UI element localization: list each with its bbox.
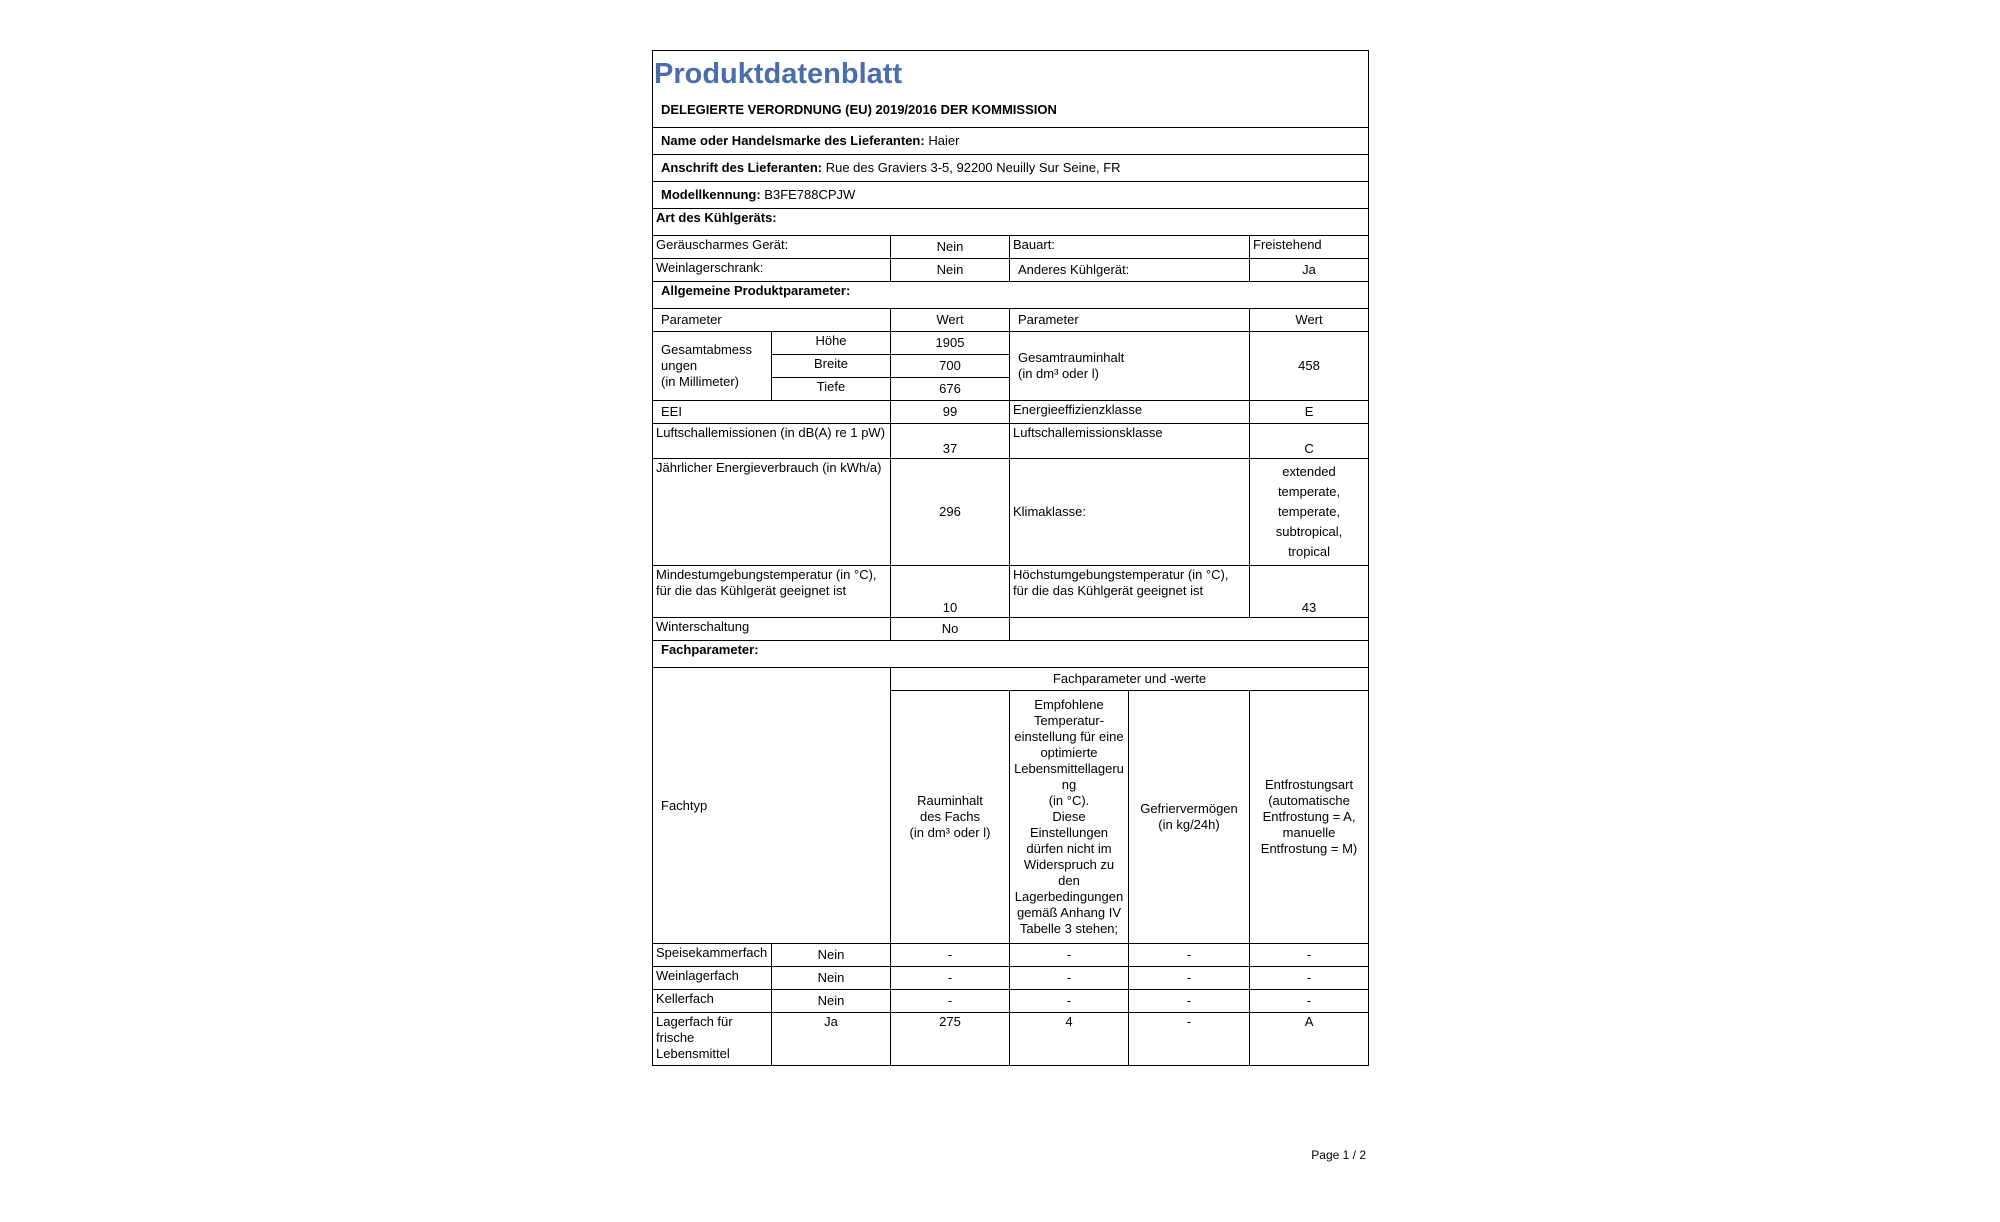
data-sheet-table [652,50,1369,1066]
energy-class-label: Energieeffizienzklasse [1010,401,1250,424]
compartment-defrost: - [1250,967,1369,990]
col-value-header: Wert [891,309,1010,332]
col-parameter-header: Parameter [653,309,891,332]
compartment-name: Kellerfach [653,990,772,1013]
table-row [653,967,1369,990]
appliance-type-heading: Art des Kühlgeräts: [653,209,1369,236]
width-value: 700 [891,355,1010,378]
address-value: Rue des Graviers 3-5, 92200 Neuilly Sur Seine, FR [825,160,1121,175]
height-label: Höhe [772,332,891,355]
supplier-value: Haier [928,133,960,148]
compartment-freeze: - [1129,967,1250,990]
compartment-params-heading: Fachparameter: [653,641,1369,668]
winter-mode-label: Winterschaltung [653,618,891,641]
address-label: Anschrift des Lieferanten: [661,160,823,175]
width-label: Breite [772,355,891,378]
general-params-heading: Allgemeine Produktparameter: [653,282,1369,309]
supplier-row [653,128,1369,155]
noise-class-label: Luftschallemissionsklasse [1010,424,1250,459]
model-label: Modellkennung: [661,187,761,202]
climate-class-label: Klimaklasse: [1010,459,1250,566]
design-value: Freistehend [1250,236,1369,259]
noise-emission-value: 37 [891,424,1010,459]
min-ambient-temp-label: Mindestumgebungstemperatur (in °C), für die das Kühlgerät geeignet ist [653,566,891,618]
compartment-name: Weinlagerfach [653,967,772,990]
overall-dimensions-label: Gesamtabmess ungen (in Millimeter) [653,332,772,401]
table-row [653,944,1369,967]
compartment-volume: - [891,944,1010,967]
design-label: Bauart: [1010,236,1250,259]
compartment-temp: - [1010,967,1129,990]
compartment-present: Nein [772,967,891,990]
address-row [653,155,1369,182]
height-value: 1905 [891,332,1010,355]
compartment-defrost: - [1250,944,1369,967]
compartment-volume-header: Rauminhalt des Fachs (in dm³ oder l) [891,691,1010,944]
total-volume-label: Gesamtrauminhalt (in dm³ oder l) [1010,332,1250,401]
page-title: Produktdatenblatt [654,58,903,90]
compartment-present: Ja [772,1013,891,1066]
page-number: Page 1 / 2 [1311,1148,1366,1162]
eei-label: EEI [653,401,891,424]
defrost-type-header: Entfrostungsart (automatische Entfrostung = A, manuelle Entfrostung = M) [1250,691,1369,944]
wine-cabinet-label: Weinlagerschrank: [653,259,891,282]
compartment-group-header: Fachparameter und -werte [891,668,1369,691]
other-appliance-label: Anderes Kühlgerät: [1010,259,1250,282]
climate-class-value: extended temperate, temperate, subtropical, tropical [1250,459,1369,566]
compartment-volume: - [891,990,1010,1013]
compartment-volume: - [891,967,1010,990]
compartment-name: Lagerfach für frische Lebensmittel [653,1013,772,1066]
compartment-type-header: Fachtyp [653,668,891,944]
depth-label: Tiefe [772,378,891,401]
model-value: B3FE788CPJW [764,187,856,202]
energy-class-value: E [1250,401,1369,424]
noise-emission-label: Luftschallemissionen (in dB(A) re 1 pW) [653,424,891,459]
eei-value: 99 [891,401,1010,424]
compartment-temp: 4 [1010,1013,1129,1066]
min-ambient-temp-value: 10 [891,566,1010,618]
other-appliance-value: Ja [1250,259,1369,282]
col-value-header-2: Wert [1250,309,1369,332]
compartment-volume: 275 [891,1013,1010,1066]
low-noise-label: Geräuscharmes Gerät: [653,236,891,259]
max-ambient-temp-value: 43 [1250,566,1369,618]
product-data-sheet [652,50,1368,1162]
freezing-capacity-header: Gefriervermögen (in kg/24h) [1129,691,1250,944]
compartment-present: Nein [772,944,891,967]
depth-value: 676 [891,378,1010,401]
compartment-defrost: A [1250,1013,1369,1066]
empty-cell [1010,618,1369,641]
table-row [653,1013,1369,1066]
table-row [653,990,1369,1013]
compartment-freeze: - [1129,944,1250,967]
col-parameter-header-2: Parameter [1010,309,1250,332]
compartment-freeze: - [1129,990,1250,1013]
compartment-defrost: - [1250,990,1369,1013]
compartment-temp: - [1010,944,1129,967]
recommended-temp-header: Empfohlene Temperatur- einstellung für eine optimierte Lebensmittellageru ng (in °C). Diese Einstellungen dürfen nicht im Widerspruch zu den Lagerbedingungen gemäß Anhang IV Tabelle 3 stehen; [1010,691,1129,944]
noise-class-value: C [1250,424,1369,459]
winter-mode-value: No [891,618,1010,641]
compartment-name: Speisekammerfach [653,944,772,967]
compartment-temp: - [1010,990,1129,1013]
low-noise-value: Nein [891,236,1010,259]
model-row [653,182,1369,209]
compartment-present: Nein [772,990,891,1013]
supplier-label: Name oder Handelsmarke des Lieferanten: [661,133,925,148]
regulation-subtitle: DELEGIERTE VERORDNUNG (EU) 2019/2016 DER KOMMISSION [661,102,1057,117]
max-ambient-temp-label: Höchstumgebungstemperatur (in °C), für die das Kühlgerät geeignet ist [1010,566,1250,618]
header-cell [653,51,1369,128]
annual-energy-value: 296 [891,459,1010,566]
total-volume-value: 458 [1250,332,1369,401]
compartment-freeze: - [1129,1013,1250,1066]
wine-cabinet-value: Nein [891,259,1010,282]
annual-energy-label: Jährlicher Energieverbrauch (in kWh/a) [653,459,891,566]
